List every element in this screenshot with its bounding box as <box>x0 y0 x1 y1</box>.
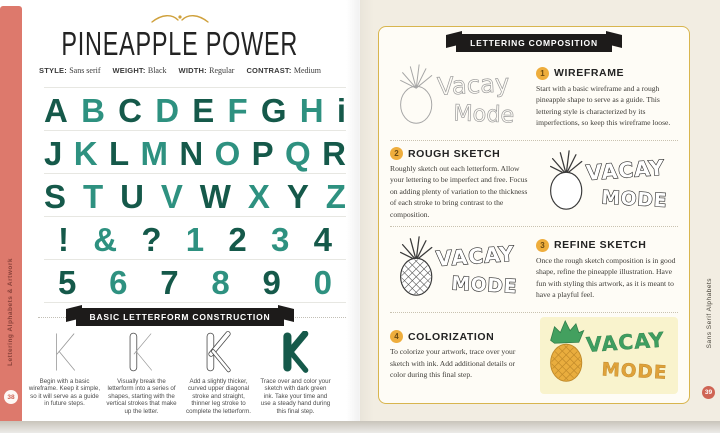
construction-banner <box>0 308 360 326</box>
composition-steps <box>390 55 678 398</box>
book-bottom-shadow <box>0 421 720 433</box>
alphabet-letter: W <box>199 178 231 215</box>
alphabet-letter: R <box>322 135 346 172</box>
alphabet-letter: Y <box>286 178 309 215</box>
step-heading-row <box>390 147 532 160</box>
step-heading: WIREFRAME <box>554 67 625 80</box>
spec-item: CONTRAST: Medium <box>246 66 321 75</box>
step-illustration <box>390 59 528 136</box>
alphabet-letter: ? <box>141 221 162 258</box>
alphabet-letter: 6 <box>109 264 128 301</box>
alphabet-letter: E <box>192 92 215 129</box>
alphabet-specimen <box>44 87 346 303</box>
letterform-construction-steps <box>28 331 334 415</box>
alphabet-row <box>44 131 346 174</box>
alphabet-letter: F <box>227 92 248 129</box>
alphabet-letter: V <box>160 178 183 215</box>
alphabet-letter: 2 <box>228 221 247 258</box>
construction-step <box>28 331 101 415</box>
alphabet-row <box>44 217 346 260</box>
construction-caption: Trace over and color your sketch with dark green ink. Take your time and use a steady hand during this final step. <box>260 378 331 415</box>
spec-item: STYLE: Sans serif <box>39 66 101 75</box>
k-glyph <box>280 331 311 373</box>
step-text <box>536 239 678 301</box>
pineapple-illustration-wire <box>390 59 528 131</box>
alphabet-letter: & <box>93 221 118 258</box>
left-sidebar-label: Lettering Alphabets & Artwork <box>7 258 14 366</box>
alphabet-letter: M <box>140 135 168 172</box>
step-text <box>390 147 532 220</box>
construction-caption: Add a slightly thicker, curved upper diagonal stroke and straight, thinner leg stroke to complete the letterform. <box>186 378 251 415</box>
alphabet-letter: 0 <box>313 264 332 301</box>
mode-word: MODE <box>600 187 668 212</box>
mode-word: MODE <box>600 359 668 384</box>
step-heading: REFINE SKETCH <box>554 239 647 252</box>
alphabet-letter: 1 <box>185 221 205 258</box>
alphabet-row <box>44 88 346 131</box>
alphabet-letter: i <box>336 92 346 129</box>
mode-word: MODE <box>450 273 518 298</box>
spec-item: WIDTH: Regular <box>178 66 235 75</box>
step-number-badge: 4 <box>390 330 403 343</box>
alphabet-letter: 5 <box>58 264 77 301</box>
pineapple-illustration-color <box>540 317 678 389</box>
alphabet-letter: N <box>179 135 204 172</box>
alphabet-letter: X <box>247 178 270 215</box>
vacay-word: Vacay <box>436 68 511 101</box>
vacay-word: VACAY <box>585 155 666 186</box>
construction-step <box>259 331 332 415</box>
alphabet-letter: S <box>44 178 67 215</box>
alphabet-letter: O <box>214 135 241 172</box>
k-letterform-step-4 <box>280 331 311 373</box>
alphabet-letter: Z <box>325 178 346 215</box>
step-heading-row <box>536 239 678 252</box>
k-glyph <box>203 331 234 373</box>
alphabet-row <box>44 260 346 303</box>
alphabet-letter: Q <box>285 135 311 172</box>
alphabet-letter: C <box>118 92 142 129</box>
construction-caption: Visually break the letterform into a series of shapes, starting with the vertical strokes that make up the letter. <box>106 378 177 415</box>
alphabet-letter: K <box>73 135 98 172</box>
construction-banner-label: BASIC LETTERFORM CONSTRUCTION <box>76 308 285 326</box>
composition-banner <box>390 34 678 52</box>
step-heading-row <box>536 67 678 80</box>
composition-step-rough-sketch <box>390 141 678 227</box>
left-page-number: 38 <box>4 390 18 404</box>
alphabet-letter: 8 <box>211 264 230 301</box>
alphabet-letter: T <box>82 178 104 215</box>
construction-step <box>182 331 255 415</box>
right-page <box>360 0 720 421</box>
k-letterform-step-3 <box>203 331 234 373</box>
alphabet-letter: L <box>108 135 130 172</box>
pineapple-illustration-refine <box>390 231 528 303</box>
step-illustration <box>540 145 678 222</box>
step-illustration <box>540 317 678 394</box>
step-heading-row <box>390 330 532 343</box>
alphabet-letter: B <box>81 92 105 129</box>
composition-step-refine-sketch <box>390 227 678 313</box>
alphabet-letter: H <box>299 92 324 129</box>
font-specs <box>0 66 360 75</box>
step-number-badge: 2 <box>390 147 403 160</box>
construction-caption: Begin with a basic wireframe. Keep it simple, so it will serve as a guide in future steps. <box>28 378 101 408</box>
gold-frame <box>378 26 690 404</box>
alphabet-letter: P <box>251 135 274 172</box>
alphabet-letter: G <box>260 92 287 129</box>
step-body: Roughly sketch out each letterform. Allow your lettering to be imperfect and free. Focus on adding plenty of variation to the thickness of each stroke to bring contrast to the composition. <box>390 164 528 219</box>
spec-item: WEIGHT: Black <box>112 66 167 75</box>
step-heading: ROUGH SKETCH <box>408 147 501 160</box>
step-body: Once the rough sketch composition is in good shape, refine the pineapple illustration. Have fun with styling this artwork, as it is meant to have a playful feel. <box>536 255 676 299</box>
pineapple-illustration-rough <box>540 145 678 217</box>
alphabet-letter: A <box>44 92 68 129</box>
step-number-badge: 3 <box>536 239 549 252</box>
alphabet-letter: 9 <box>262 264 281 301</box>
alphabet-letter: 3 <box>270 221 290 258</box>
k-glyph <box>49 331 80 373</box>
k-glyph <box>126 331 157 373</box>
k-letterform-step-1 <box>49 331 80 373</box>
step-text <box>536 67 678 129</box>
page-title: PINEAPPLE POWER <box>61 25 299 63</box>
step-body: To colorize your artwork, trace over your sketch with ink. Add additional details or color during this final step. <box>390 347 516 380</box>
alphabet-letter: J <box>44 135 63 172</box>
alphabet-letter: 7 <box>160 264 179 301</box>
construction-step <box>105 331 178 415</box>
alphabet-letter: U <box>120 178 144 215</box>
alphabet-row <box>44 174 346 217</box>
right-sidebar-label: Sans Serif Alphabets <box>706 278 713 349</box>
alphabet-letter: ! <box>58 221 69 258</box>
composition-banner-label: LETTERING COMPOSITION <box>456 34 612 52</box>
vacay-word: VACAY <box>435 241 516 272</box>
right-page-number: 39 <box>702 386 715 399</box>
alphabet-letter: D <box>155 92 180 129</box>
alphabet-letter: 4 <box>313 221 332 258</box>
step-body: Start with a basic wireframe and a rough pineapple shape to serve as a guide. This lettering style is characterized by its imperfections, so keep this wireframe loose. <box>536 83 671 127</box>
flourish-ornament-icon <box>0 13 360 25</box>
mode-word: Mode <box>452 100 515 129</box>
k-letterform-step-2 <box>126 331 157 373</box>
step-number-badge: 1 <box>536 67 549 80</box>
step-illustration <box>390 231 528 308</box>
left-page <box>0 0 360 421</box>
composition-step-wireframe <box>390 55 678 141</box>
composition-step-colorization <box>390 313 678 398</box>
step-heading: COLORIZATION <box>408 330 495 343</box>
vacay-word: VACAY <box>585 327 666 358</box>
step-text <box>390 330 532 380</box>
